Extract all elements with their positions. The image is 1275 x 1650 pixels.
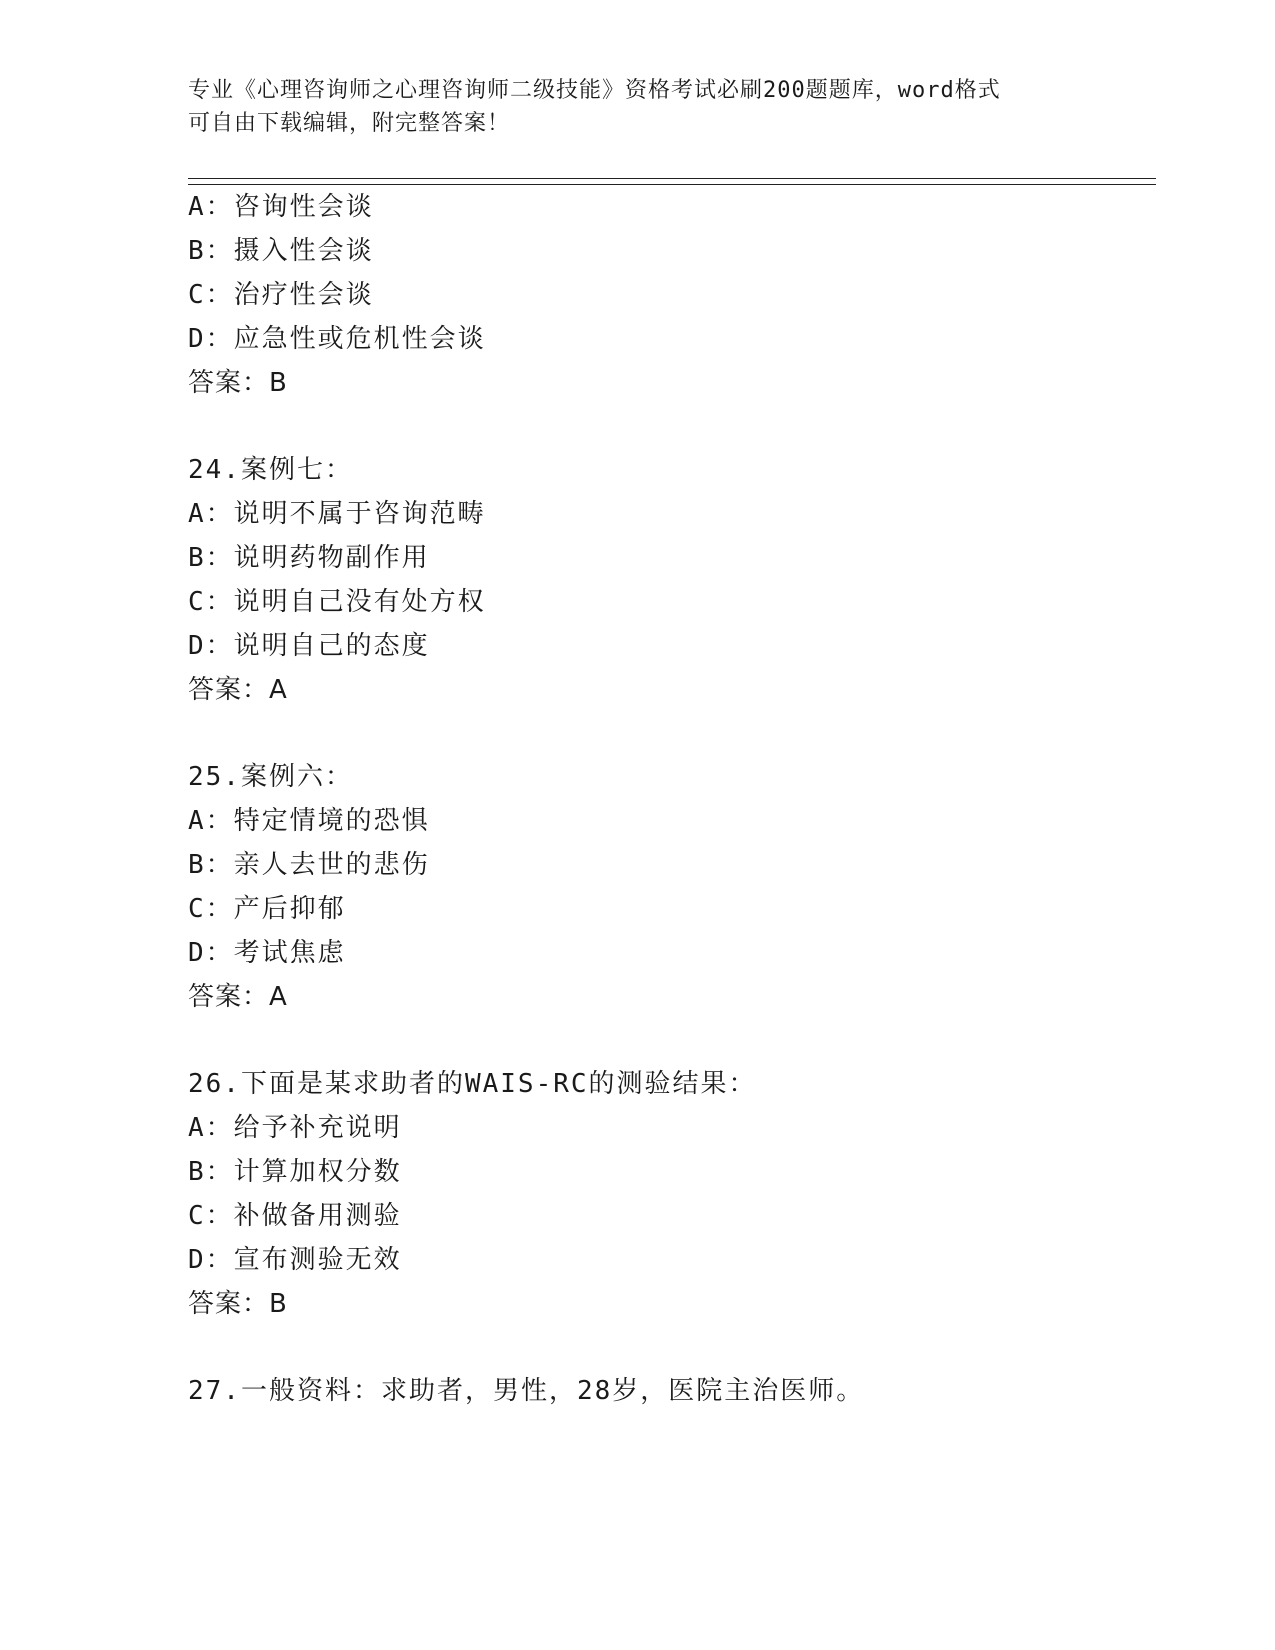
q26-option-c: C：补做备用测验 [188,1201,402,1231]
q24-option-a: A：说明不属于咨询范畴 [188,499,486,529]
q26-option-d: D：宣布测验无效 [188,1245,402,1275]
q25-option-d: D：考试焦虑 [188,938,346,968]
q26-answer: 答案：B [188,1289,288,1319]
q23-option-a: A：咨询性会谈 [188,192,374,222]
header-divider-top [188,178,1156,179]
q25-answer: 答案：A [188,982,288,1012]
q26-title: 26.下面是某求助者的WAIS-RC的测验结果： [188,1069,757,1099]
q25-option-b: B：亲人去世的悲伤 [188,850,430,880]
q23-option-c: C：治疗性会谈 [188,280,374,310]
q25-option-c: C：产后抑郁 [188,894,346,924]
q27-title: 27.一般资料：求助者，男性，28岁，医院主治医师。 [188,1376,865,1406]
q23-option-d: D：应急性或危机性会谈 [188,324,486,354]
q24-option-d: D：说明自己的态度 [188,631,430,661]
header-divider-bottom [188,184,1156,185]
q23-option-b: B：摄入性会谈 [188,236,374,266]
q25-option-a: A：特定情境的恐惧 [188,806,430,836]
q24-option-c: C：说明自己没有处方权 [188,587,486,617]
q26-option-b: B：计算加权分数 [188,1157,402,1187]
header-line-2: 可自由下载编辑，附完整答案！ [188,111,511,136]
q25-title: 25.案例六： [188,762,353,792]
header-line-1: 专业《心理咨询师之心理咨询师二级技能》资格考试必刷200题题库，word格式 [188,78,1001,103]
q23-answer: 答案：B [188,368,288,398]
q24-option-b: B：说明药物副作用 [188,543,430,573]
document-header [188,74,1088,140]
q24-answer: 答案：A [188,675,288,705]
q26-option-a: A：给予补充说明 [188,1113,402,1143]
q24-title: 24.案例七： [188,455,353,485]
